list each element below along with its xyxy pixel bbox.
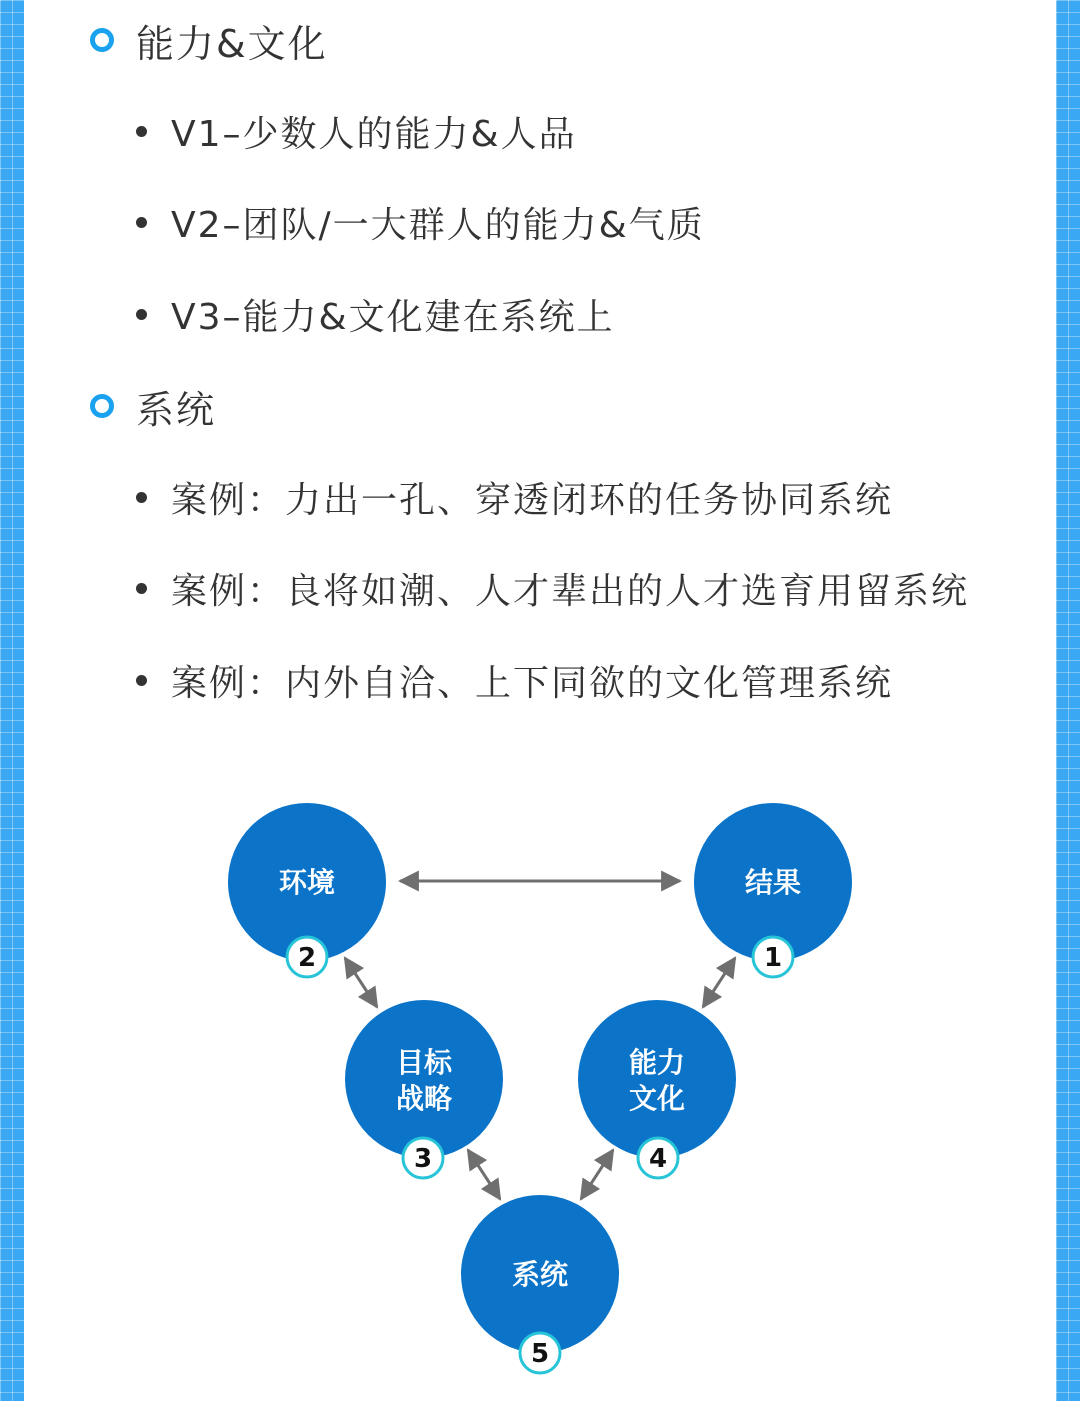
node-circle <box>345 1000 503 1158</box>
arrow-result-capability <box>703 958 735 1007</box>
node-goal-strategy <box>345 1000 503 1178</box>
node-label-line1: 目标 <box>395 1046 453 1079</box>
node-circle <box>578 1000 736 1158</box>
node-label-line2: 文化 <box>628 1082 686 1115</box>
node-environment <box>228 803 386 977</box>
node-label-line2: 战略 <box>395 1082 453 1115</box>
arrow-goal-system <box>468 1150 500 1199</box>
node-label-line1: 能力 <box>628 1046 686 1079</box>
section-heading-capability-culture <box>90 10 328 70</box>
badge-number: 1 <box>763 943 783 973</box>
ring-bullet-icon <box>90 28 114 52</box>
badge-number: 5 <box>530 1339 550 1369</box>
section-title: 系统 <box>136 387 217 432</box>
arrow-capability-system <box>581 1150 613 1199</box>
node-label: 结果 <box>744 866 802 899</box>
node-capability-culture <box>578 1000 736 1178</box>
list-item-text: 案例：力出一孔、穿透闭环的任务协同系统 <box>171 479 894 521</box>
ring-bullet-icon <box>90 394 114 418</box>
dot-bullet-icon <box>136 583 147 594</box>
arrow-environment-goal <box>345 958 377 1007</box>
dot-bullet-icon <box>136 217 147 228</box>
list-item-text: V2–团队/一大群人的能力&气质 <box>171 204 705 246</box>
section-heading-system <box>90 376 216 436</box>
dot-bullet-icon <box>136 675 147 686</box>
list-item <box>136 284 615 344</box>
node-result <box>694 803 852 977</box>
five-element-cycle-diagram <box>0 780 1080 1401</box>
list-item-text: 案例：内外自洽、上下同欲的文化管理系统 <box>171 662 894 704</box>
list-item <box>136 467 893 527</box>
list-item <box>136 192 705 252</box>
section-title: 能力&文化 <box>136 21 328 66</box>
list-item-text: V3–能力&文化建在系统上 <box>171 296 615 338</box>
dot-bullet-icon <box>136 309 147 320</box>
node-label: 环境 <box>278 866 336 899</box>
list-item-text: 案例：良将如潮、人才辈出的人才选育用留系统 <box>171 570 970 612</box>
dot-bullet-icon <box>136 492 147 503</box>
list-item <box>136 101 577 161</box>
list-item <box>136 650 893 710</box>
list-item-text: V1–少数人的能力&人品 <box>171 113 577 155</box>
badge-number: 3 <box>413 1144 433 1174</box>
list-item <box>136 558 969 618</box>
badge-number: 2 <box>297 943 317 973</box>
node-label: 系统 <box>511 1258 569 1291</box>
dot-bullet-icon <box>136 126 147 137</box>
badge-number: 4 <box>648 1144 668 1174</box>
node-system <box>461 1195 619 1373</box>
